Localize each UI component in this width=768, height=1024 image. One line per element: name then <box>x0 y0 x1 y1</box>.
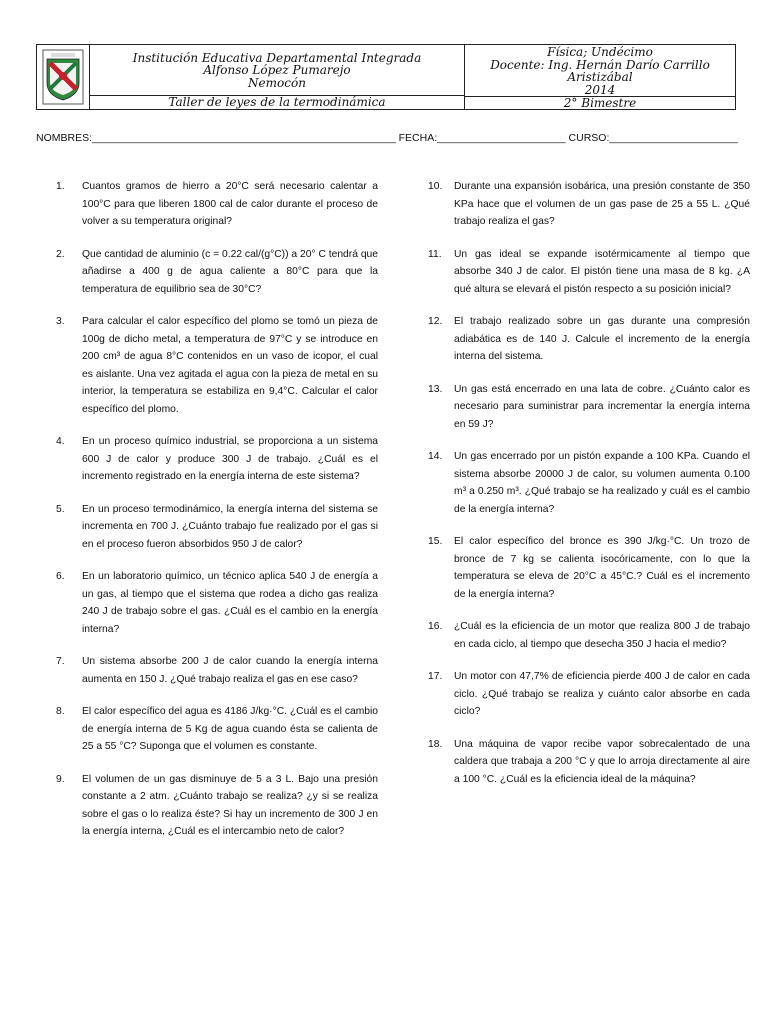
question-text: El volumen de un gas disminuye de 5 a 3 L. Bajo una presión constante a 2 atm. ¿Cuánto trabajo se realiza? ¿y si se realiza sobre el gas o lo realiza éste? Si hay un incremento de 300 J en la energía interna, ¿Cuál es el intercambio neto de calor? <box>82 773 378 837</box>
question-item <box>428 246 750 299</box>
question-item <box>428 178 750 231</box>
question-item <box>56 313 378 418</box>
question-item <box>56 568 378 638</box>
teacher: Docente: Ing. Hernán Darío Carrillo Aristizábal <box>490 57 710 84</box>
question-text: En un laboratorio químico, un técnico aplica 540 J de energía a un gas, al tiempo que el sistema que rodea a dicho gas realiza 240 J de trabajo sobre el gas. ¿Cuál es el cambio en la energía interna? <box>82 571 378 635</box>
question-item <box>56 178 378 231</box>
question-item <box>428 313 750 366</box>
question-item <box>56 433 378 486</box>
workshop-title: Taller de leyes de la termodinámica <box>168 95 386 110</box>
question-text: En un proceso termodinámico, la energía interna del sistema se incrementa en 700 J. ¿Cuánto trabajo fue realizado por el gas si en el proceso fueron absorbidos 950 J de calor? <box>82 503 378 550</box>
question-number: 14. <box>428 451 443 462</box>
question-text: Que cantidad de aluminio (c = 0.22 cal/(g°C)) a 20° C tendrá que añadirse a 400 g de agua caliente a 80°C para que la temperatura de equilibrio sea de 30°C? <box>82 248 378 295</box>
question-text: El calor específico del bronce es 390 J/kg·°C. Un trozo de bronce de 7 kg se calienta isocóricamente, con lo que la temperatura se eleva de 20°C a 45°C.? Cuál es el incremento de la energía interna? <box>454 536 750 600</box>
question-number: 6. <box>56 571 65 582</box>
question-text: El calor específico del agua es 4186 J/kg·°C. ¿Cuál es el cambio de energía interna de 5 Kg de agua cuando ésta se calienta de 25 a 55 °C? Suponga que el volumen es constante. <box>82 706 379 752</box>
question-number: 16. <box>428 621 443 632</box>
question-number: 15. <box>428 536 443 547</box>
question-number: 5. <box>56 503 65 515</box>
question-number: 8. <box>56 706 65 717</box>
question-item <box>56 653 378 688</box>
question-text: Un gas ideal se expande isotérmicamente al tiempo que absorbe 340 J de calor. El pistón tiene una masa de 8 kg. ¿A qué altura se elevará el pistón respecto a su posición inicial? <box>454 248 750 295</box>
question-text: Para calcular el calor específico del plomo se tomó un pieza de 100g de dicho metal, a temperatura de 97°C y se introduce en 200 cm³ de agua 8°C contenidos en un vaso de icopor, el cual es aislante. Una vez agitada el agua con la pieza de metal en su interior, la temperatura se estabiliza en 9,4°C. Calcular el calor específico del plomo. <box>82 316 378 415</box>
workshop-title-cell <box>90 96 464 109</box>
question-number: 7. <box>56 656 65 667</box>
institution-town: Nemocón <box>248 75 306 90</box>
question-item <box>428 736 750 789</box>
logo-cell <box>37 45 90 109</box>
question-text: Cuantos gramos de hierro a 20°C será necesario calentar a 100°C para que liberen 1800 cal de calor durante el proceso de volver a su temperatura original? <box>82 181 378 227</box>
question-text: Una máquina de vapor recibe vapor sobrecalentado de una caldera que trabaja a 200 °C y que lo arroja directamente al aire a 100 °C. ¿Cuál es la eficiencia ideal de la máquina? <box>454 738 750 785</box>
question-text: Durante una expansión isobárica, una presión constante de 350 KPa hace que el volumen de un gas pase de 25 a 55 L. ¿Qué trabajo realiza el gas? <box>454 181 750 227</box>
question-number: 11. <box>428 248 442 260</box>
course-info-block <box>465 45 735 97</box>
question-number: 13. <box>428 383 443 395</box>
question-item <box>56 771 378 841</box>
names-label: NOMBRES: <box>36 132 93 144</box>
question-item <box>56 246 378 299</box>
course-info-cell <box>465 45 735 109</box>
question-number: 1. <box>56 181 65 192</box>
question-number: 12. <box>428 316 443 327</box>
year: 2014 <box>584 82 616 97</box>
names-blank[interactable]: ____________________________________________________ <box>92 132 396 144</box>
institution-cell <box>90 45 465 109</box>
question-item <box>56 501 378 554</box>
question-text: ¿Cuál es la eficiencia de un motor que realiza 800 J de trabajo en cada ciclo, al tiempo que desecha 350 J hacia el medio? <box>454 621 750 650</box>
question-text: Un motor con 47,7% de eficiencia pierde 400 J de calor en cada ciclo. ¿Qué trabajo se realiza y cuánto calor absorbe en cada ciclo? <box>454 671 750 717</box>
question-item <box>428 533 750 603</box>
question-number: 18. <box>428 738 443 750</box>
header-table <box>36 44 736 110</box>
course-label: CURSO: <box>568 132 610 144</box>
question-item <box>428 668 750 721</box>
institution-name: Institución Educativa Departamental Integrada <box>132 50 422 65</box>
question-number: 17. <box>428 671 443 682</box>
question-text: Un gas está encerrado en una lata de cobre. ¿Cuánto calor es necesario para suministrar para incrementar la energía interna en 59 J? <box>454 383 750 430</box>
term: 2° Bimestre <box>563 96 637 110</box>
institution-name-line2: Alfonso López Pumarejo <box>203 63 351 78</box>
subject: Física; Undécimo <box>547 45 653 59</box>
question-item <box>56 703 379 756</box>
date-label: FECHA: <box>398 132 438 144</box>
question-number: 2. <box>56 248 65 260</box>
question-item <box>428 448 750 518</box>
question-text: El trabajo realizado sobre un gas durante una compresión adiabática es de 140 J. Calcule el incremento de la energía interna del sistema. <box>454 316 750 362</box>
question-number: 9. <box>56 773 65 785</box>
question-text: Un sistema absorbe 200 J de calor cuando la energía interna aumenta en 150 J. ¿Qué trabajo realiza el gas en ese caso? <box>82 656 378 685</box>
course-blank[interactable]: ______________________ <box>609 132 738 144</box>
question-item <box>428 618 750 653</box>
question-item <box>428 381 750 434</box>
questions-left-column <box>56 178 379 856</box>
question-number: 4. <box>56 436 65 447</box>
question-text: En un proceso químico industrial, se proporciona a un sistema 600 J de calor y produce 300 J de trabajo. ¿Cuál es el incremento registrado en la energía interna de este sistema? <box>82 436 378 482</box>
term-cell <box>465 97 735 110</box>
question-number: 3. <box>56 316 65 327</box>
questions-right-column <box>428 178 750 803</box>
question-text: Un gas encerrado por un pistón expande a 100 KPa. Cuando el sistema absorbe 20000 J de calor, su volumen aumenta 0.100 m³ a 0.250 m³. ¿Qué trabajo se ha realizado y cuál es el cambio de la energía interna? <box>454 451 750 515</box>
student-info-line <box>36 132 738 144</box>
school-crest-icon <box>42 49 84 105</box>
institution-block <box>90 45 464 96</box>
date-blank[interactable]: ______________________ <box>437 132 566 144</box>
question-number: 10. <box>428 181 443 192</box>
